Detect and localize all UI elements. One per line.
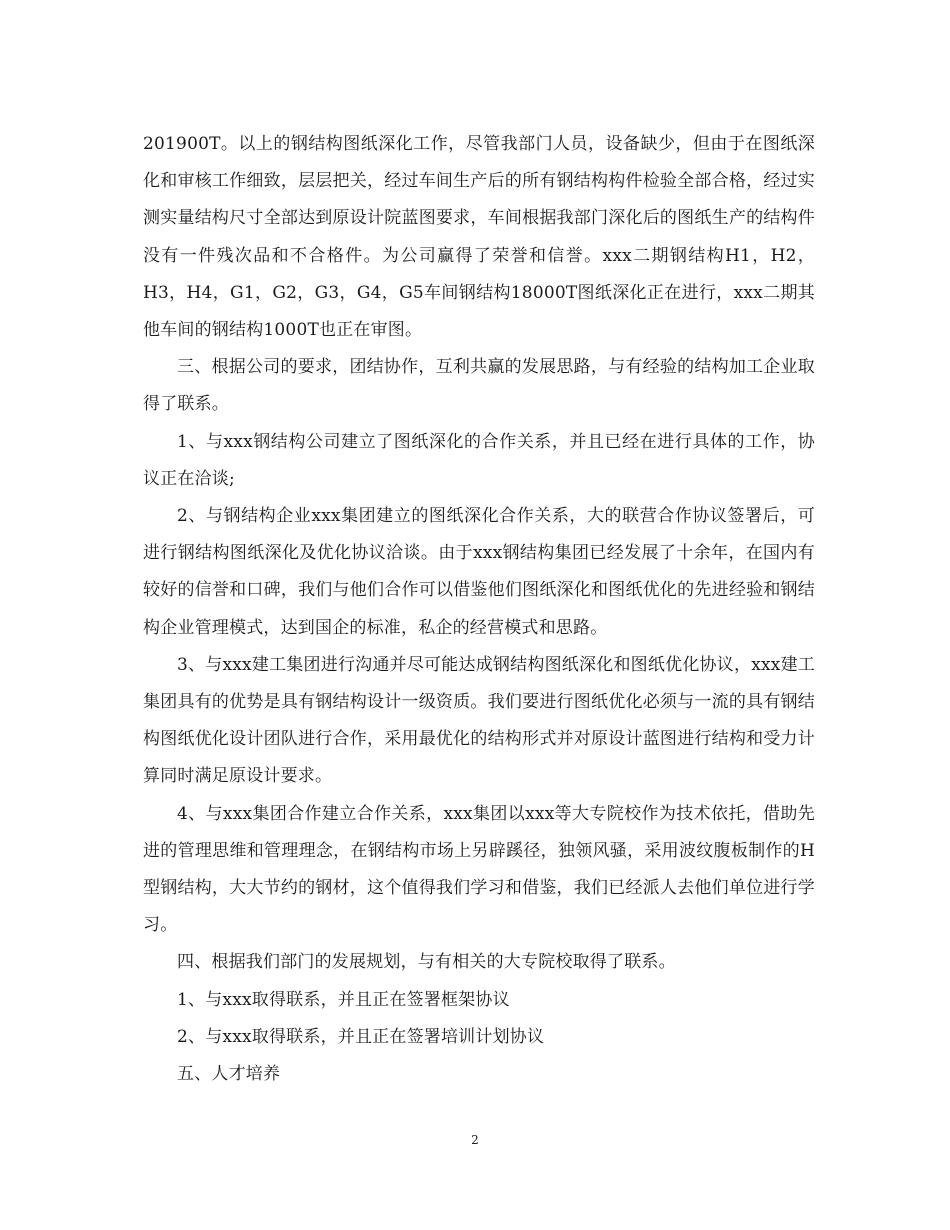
- paragraph-item-1: 1、与xxx钢结构公司建立了图纸深化的合作关系，并且已经在进行具体的工作，协议正在洽谈;: [143, 431, 815, 489]
- paragraph-section-four: 四、根据我们部门的发展规划，与有相关的大专院校取得了联系。: [177, 952, 676, 973]
- paragraph-section-three: 三、根据公司的要求，团结协作，互利共赢的发展思路，与有经验的结构加工企业取得了联系。: [143, 357, 815, 415]
- paragraph-section-four-item-2: 2、与xxx取得联系，并且正在签署培训计划协议: [177, 1026, 545, 1047]
- paragraph-drawing-progress: 201900T。以上的钢结构图纸深化工作，尽管我部门人员，设备缺少，但由于在图纸深化和审核工作细致，层层把关，经过车间生产后的所有钢结构构件检验全部合格，经过实测实量结构尺寸全部达到原设计院蓝图要求，车间根据我部门深化后的图纸生产的结构件没有一件残次品和不合格件。为公司赢得了荣誉和信誉。xxx二期钢结构H1，H2，H3，H4，G1，G2，G3，G4，G5车间钢结构18000T图纸深化正在进行，xxx二期其他车间的钢结构1000T也正在审图。: [143, 134, 815, 341]
- paragraph-item-3: 3、与xxx建工集团进行沟通并尽可能达成钢结构图纸深化和图纸优化协议，xxx建工集团具有的优势是具有钢结构设计一级资质。我们要进行图纸优化必须与一流的具有钢结构图纸优化设计团队进行合作，采用最优化的结构形式并对原设计蓝图进行结构和受力计算同时满足原设计要求。: [143, 654, 815, 787]
- document-body: [143, 126, 815, 1093]
- paragraph-section-four-item-1: 1、与xxx取得联系，并且正在签署框架协议: [177, 989, 510, 1010]
- paragraph-section-five: 五、人才培养: [177, 1064, 281, 1085]
- paragraph-item-2: 2、与钢结构企业xxx集团建立的图纸深化合作关系，大的联营合作协议签署后，可进行钢结构图纸深化及优化协议洽谈。由于xxx钢结构集团已经发展了十余年，在国内有较好的信誉和口碑，我们与他们合作可以借鉴他们图纸深化和图纸优化的先进经验和钢结构企业管理模式，达到国企的标准，私企的经营模式和思路。: [143, 506, 815, 638]
- page-number: 2: [471, 1133, 479, 1147]
- paragraph-item-4: 4、与xxx集团合作建立合作关系，xxx集团以xxx等大专院校作为技术依托，借助先进的管理思维和管理理念，在钢结构市场上另辟蹊径，独领风骚，采用波纹腹板制作的H型钢结构，大大节约的钢材，这个值得我们学习和借鉴，我们已经派人去他们单位进行学习。: [143, 803, 815, 936]
